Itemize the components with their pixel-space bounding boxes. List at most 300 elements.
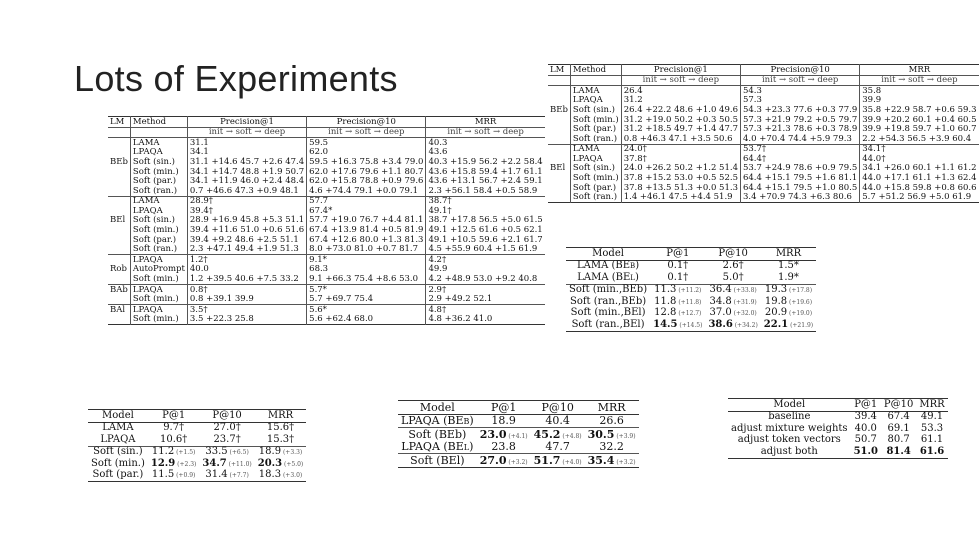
header-3: MRR (919, 398, 945, 410)
p1-delta: (+3.2) (506, 458, 528, 466)
mrr-value: 39.9 +19.8 59.7 +1.0 60.7 (862, 124, 977, 135)
mrr-number: 19.8 (764, 295, 788, 307)
p10-number: 27.0† (213, 422, 241, 434)
method-label: LAMA (130, 138, 187, 148)
mrr-value: 44.0 +17.1 61.1 +1.3 62.4 (862, 173, 977, 184)
p1-value (148, 446, 200, 458)
mrr-delta: (+3.2) (614, 458, 636, 466)
mrr-delta: (+21.9) (788, 321, 814, 329)
header-2: P@10 (718, 247, 748, 259)
p1-number: 39.4 (854, 411, 877, 423)
p10-value: 57.3 +21.9 79.2 +0.5 79.7 (740, 115, 859, 125)
header-blank (130, 127, 187, 138)
p1-value (650, 272, 705, 284)
mrr-delta: (+19.6) (787, 298, 813, 306)
mrr-number: 30.5 (587, 427, 615, 441)
mrr-value (585, 454, 639, 468)
p1-number: 9.7† (163, 422, 185, 434)
p10-value (705, 296, 760, 308)
mrr-value: 43.6 +13.1 56.7 +2.4 59.1 (428, 176, 543, 187)
header-sub: init → soft → deep (740, 75, 859, 86)
table-row (108, 255, 545, 265)
mrr-value: 43.6 +15.8 59.4 +1.7 61.1 (428, 166, 543, 177)
p1-value (650, 319, 705, 331)
header-blank (108, 127, 130, 138)
mrr-value: 34.1 +26.0 60.1 +1.1 61.2 (862, 163, 977, 174)
header-3: MRR (775, 247, 802, 259)
p10-number: 36.4 (709, 284, 732, 296)
mrr-number: 15.3† (266, 433, 295, 445)
p1-number: 51.0 (853, 445, 878, 457)
header-sub: init → soft → deep (621, 75, 740, 86)
p10-value: 64.4† (740, 154, 859, 164)
p1-value: 34.1 +14.7 48.8 +1.9 50.7 (187, 167, 306, 177)
p10-number: 51.7 (533, 453, 561, 467)
mrr-number: 1.5* (778, 260, 799, 272)
method-label: Soft (sin.) (130, 157, 187, 167)
p10-value: 57.7 +19.0 76.7 +4.4 81.1 (307, 216, 426, 226)
header-sub: init → soft → deep (447, 127, 524, 138)
header-2: P@10 (212, 409, 242, 421)
p10-number: 37.0 (709, 307, 732, 319)
p1-value (477, 454, 531, 468)
lm-label (548, 144, 570, 154)
model-label: LAMA (BEl) (577, 271, 639, 283)
p10-delta: (+4.8) (560, 432, 582, 440)
p10-value (881, 446, 916, 458)
p10-delta: (+11.0) (226, 460, 252, 468)
p1-delta: (+14.5) (677, 321, 703, 329)
header-lm: LM (548, 65, 570, 76)
lm-label (548, 96, 570, 106)
p1-value (650, 308, 705, 320)
p1-number: 23.8 (491, 440, 516, 454)
mrr-number: 32.2 (599, 440, 624, 454)
table-row (88, 446, 306, 458)
mrr-value: 4.8 +36.2 41.0 (428, 314, 493, 325)
p1-value: 34.1 (187, 148, 306, 158)
header-0: Model (592, 247, 624, 259)
p10-value (199, 434, 254, 446)
mrr-delta: (+3.0) (281, 472, 303, 480)
p10-value: 54.3 (740, 86, 859, 96)
p1-value: 26.4 +22.2 48.6 +1.0 49.6 (621, 105, 740, 115)
lm-label: Rob (108, 265, 130, 275)
lm-label: BAb (108, 285, 130, 295)
p10-number: 40.4 (545, 414, 570, 428)
mrr-value: 4.5 +55.9 60.4 +1.5 61.9 (428, 244, 538, 255)
lm-label: BEl (548, 164, 570, 174)
model-label: Soft (ran.,BEl) (571, 318, 645, 330)
mrr-number: 19.3 (764, 284, 788, 296)
table-row (108, 157, 545, 167)
model-label: baseline (768, 411, 811, 423)
p10-value: 54.3 +23.3 77.6 +0.3 77.9 (740, 105, 859, 115)
mrr-value: 2.9 +49.2 52.1 (428, 294, 493, 305)
mrr-delta: (+19.0) (787, 310, 813, 318)
p1-value: 34.1 +11.9 46.0 +2.4 48.4 (187, 177, 306, 187)
lm-label (108, 138, 130, 148)
mrr-number: 1.9* (778, 271, 799, 283)
p10-number: 23.7† (213, 433, 241, 445)
p10-value (705, 284, 760, 296)
method-label: Soft (min.) (570, 115, 621, 125)
method-label: LAMA (570, 144, 621, 154)
p10-delta: (+34.2) (732, 321, 758, 329)
p1-delta: (+11.8) (676, 298, 702, 306)
mrr-delta: (+3.9) (614, 432, 636, 440)
mrr-value: 44.0† (862, 153, 886, 164)
table-row (88, 434, 306, 446)
method-label: Soft (min.) (130, 275, 187, 285)
p10-value (705, 272, 760, 284)
p1-number: 11.2 (151, 446, 175, 458)
method-label: Soft (min.) (130, 226, 187, 236)
p1-value: 3.5 +22.3 25.8 (187, 315, 306, 325)
p10-value: 57.7 (307, 196, 426, 206)
header-blank (548, 75, 570, 86)
model-label: LPAQA (BEb) (401, 414, 474, 428)
mrr-value: 49.1 +12.5 61.6 +0.5 62.1 (428, 225, 543, 236)
mrr-value (916, 435, 947, 447)
p1-value: 31.1 +14.6 45.7 +2.6 47.4 (187, 157, 306, 167)
header-sub: init → soft → deep (881, 75, 958, 86)
p1-number: 14.5 (653, 318, 678, 330)
p10-value: 67.4* (307, 206, 426, 216)
mrr-number: 53.3 (920, 422, 944, 434)
p10-value (199, 446, 254, 458)
model-label: adjust token vectors (737, 434, 841, 446)
method-label: LPAQA (130, 255, 187, 265)
table-row (548, 134, 979, 144)
table-row (398, 428, 639, 441)
model-label: adjust both (760, 445, 818, 457)
lm-label (108, 245, 130, 255)
mrr-value: 4.2 +48.9 53.0 +9.2 40.8 (428, 274, 538, 285)
p1-value: 2.3 +47.1 49.4 +1.9 51.3 (187, 245, 306, 255)
p10-value: 3.4 +70.9 74.3 +6.3 80.6 (740, 193, 859, 203)
mrr-value: 40.3 (428, 137, 448, 148)
mrr-value: 39.9 +20.2 60.1 +0.4 60.5 (862, 114, 977, 125)
lm-label (548, 86, 570, 96)
p1-number: 12.9 (150, 457, 176, 469)
table-row (88, 422, 306, 434)
method-label: Soft (ran.) (570, 193, 621, 203)
header-sub: init → soft → deep (307, 127, 426, 138)
p10-value: 5.6* (307, 305, 426, 315)
mrr-value (761, 296, 816, 308)
mrr-value: 40.3 +15.9 56.2 +2.2 58.4 (428, 156, 543, 167)
table-row (108, 275, 545, 285)
p1-value: 0.8† (187, 285, 306, 295)
mrr-value (585, 428, 639, 441)
header-1: P@1 (162, 409, 186, 421)
table-row (566, 272, 816, 284)
p1-value (650, 296, 705, 308)
p1-value (148, 422, 200, 434)
mrr-value (761, 308, 816, 320)
p1-value: 31.2 +18.5 49.7 +1.4 47.7 (621, 125, 740, 135)
p1-number: 0.1† (667, 260, 689, 272)
table-row (728, 423, 948, 435)
mrr-value: 34.1† (862, 144, 886, 155)
model-label: LAMA (BEb) (577, 260, 640, 272)
p10-number: 69.1 (887, 422, 910, 434)
p10-value (199, 422, 254, 434)
p10-value (531, 454, 585, 468)
p1-number: 27.0 (479, 453, 507, 467)
p10-value: 9.1* (307, 255, 426, 265)
header-1: P@1 (666, 247, 690, 259)
mrr-value (255, 470, 307, 482)
mrr-value (255, 422, 307, 434)
header-p1: Precision@1 (187, 117, 306, 128)
method-label: Soft (ran.) (130, 245, 187, 255)
table-row (108, 186, 545, 196)
model-label: Soft (min.) (91, 457, 145, 469)
method-label: Soft (sin.) (130, 216, 187, 226)
mrr-value (916, 446, 947, 458)
mrr-delta: (+3.3) (281, 449, 303, 457)
p10-number: 45.2 (533, 427, 561, 441)
table-row (548, 174, 979, 184)
results-table-ablation (728, 398, 948, 459)
header-blank (570, 75, 621, 86)
p1-value: 1.4 +46.1 47.5 +4.4 51.9 (621, 193, 740, 203)
lm-label (108, 275, 130, 285)
lm-label (548, 115, 570, 125)
table-row (108, 148, 545, 158)
p1-number: 18.9 (491, 414, 516, 428)
mrr-delta: (+5.0) (282, 460, 304, 468)
table-row (398, 414, 639, 428)
method-label: LPAQA (130, 305, 187, 315)
p1-number: 0.1† (667, 271, 689, 283)
mrr-value: 39.9 (862, 95, 882, 106)
mrr-value (761, 284, 816, 296)
p10-value: 59.5 (307, 138, 426, 148)
table-row (398, 441, 639, 454)
p10-delta: (+4.0) (560, 458, 582, 466)
mrr-value: 2.2 +54.3 56.5 +3.9 60.4 (862, 133, 972, 144)
results-table-main (108, 116, 545, 325)
table-row (548, 96, 979, 106)
p1-value: 31.2 (621, 96, 740, 106)
table-row (108, 177, 545, 187)
model-label: LAMA (102, 422, 134, 434)
mrr-value (916, 423, 947, 435)
p10-value: 9.1 +66.3 75.4 +8.6 53.0 (307, 275, 426, 285)
p1-value (650, 284, 705, 296)
p1-value: 24.0 +26.2 50.2 +1.2 51.4 (621, 164, 740, 174)
lm-label (548, 134, 570, 144)
results-table-lpaqa (398, 400, 639, 468)
p10-number: 80.7 (887, 434, 910, 446)
table-row (566, 284, 816, 296)
p1-value (851, 435, 881, 447)
p10-value: 4.0 +70.4 74.4 +5.9 79.3 (740, 134, 859, 144)
p1-value: 31.2 +19.0 50.2 +0.3 50.5 (621, 115, 740, 125)
method-label: Soft (par.) (130, 235, 187, 245)
header-3: MRR (597, 400, 626, 414)
mrr-value: 35.8 +22.9 58.7 +0.6 59.3 (862, 104, 977, 115)
lm-label (548, 183, 570, 193)
header-0: Model (773, 398, 806, 410)
method-label: LAMA (130, 196, 187, 206)
lm-label (108, 177, 130, 187)
mrr-value (761, 319, 816, 331)
model-label: Soft (BEl) (410, 453, 465, 467)
mrr-number: 35.4 (587, 453, 615, 467)
mrr-value (761, 260, 816, 272)
header-method: Method (570, 65, 621, 76)
p1-value: 1.2 +39.5 40.6 +7.5 33.2 (187, 275, 306, 285)
p10-delta: (+33.8) (731, 287, 757, 295)
method-label: Soft (min.) (130, 295, 187, 305)
mrr-value: 43.6 (428, 147, 448, 158)
model-label: adjust mixture weights (731, 422, 848, 434)
p1-value: 28.9† (187, 196, 306, 206)
mrr-number: 49.1 (920, 411, 944, 423)
p1-value: 31.1 (187, 138, 306, 148)
p10-value (705, 319, 760, 331)
lm-label: BAl (108, 305, 130, 315)
header-0: Model (102, 409, 134, 421)
table-row (566, 296, 816, 308)
p10-number: 5.0† (722, 271, 744, 283)
header-0: Model (419, 400, 455, 414)
mrr-value: 49.9 (428, 264, 448, 275)
p10-value (881, 435, 916, 447)
p1-number: 40.0 (854, 422, 877, 434)
mrr-number: 61.6 (919, 445, 945, 457)
mrr-value: 2.9† (428, 284, 447, 295)
model-label: Soft (ran.,BEb) (569, 295, 647, 307)
p10-value: 53.7 +24.9 78.6 +0.9 79.5 (740, 164, 859, 174)
mrr-number: 22.1 (763, 318, 789, 330)
p1-number: 11.8 (654, 295, 677, 307)
p1-delta: (+12.7) (676, 310, 702, 318)
table-row (108, 196, 545, 206)
lm-label (548, 154, 570, 164)
mrr-value: 5.7 +51.2 56.9 +5.0 61.9 (862, 192, 972, 203)
method-label: Soft (par.) (570, 125, 621, 135)
p10-value: 68.3 (307, 265, 426, 275)
p1-value (477, 428, 531, 441)
p1-value (851, 446, 881, 458)
p10-number: 34.8 (709, 295, 732, 307)
table-row (548, 125, 979, 135)
mrr-value (916, 411, 947, 423)
p1-value: 37.8 +15.2 53.0 +0.5 52.5 (621, 174, 740, 184)
p10-value: 64.4 +15.1 79.5 +1.0 80.5 (740, 183, 859, 193)
p1-delta: (+1.5) (174, 449, 196, 457)
p10-number: 81.4 (886, 445, 911, 457)
p1-number: 50.7 (854, 434, 877, 446)
p10-value: 59.5 +16.3 75.8 +3.4 79.0 (307, 157, 426, 167)
mrr-value (255, 458, 307, 470)
p1-value: 37.8 +13.5 51.3 +0.0 51.3 (621, 183, 740, 193)
p10-value (531, 428, 585, 441)
p10-value: 8.0 +73.0 81.0 +0.7 81.7 (307, 245, 426, 255)
header-2: P@10 (541, 400, 574, 414)
table-row (88, 470, 306, 482)
header-sub: init → soft → deep (187, 127, 306, 138)
lm-label: BEl (108, 216, 130, 226)
method-label: LPAQA (130, 206, 187, 216)
mrr-number: 18.3 (258, 469, 282, 481)
table-row (88, 458, 306, 470)
p10-value: 57.3 +21.3 78.6 +0.3 78.9 (740, 125, 859, 135)
p10-value (531, 414, 585, 428)
p1-value: 0.7 +46.6 47.3 +0.9 48.1 (187, 186, 306, 196)
mrr-value: 4.8† (428, 304, 447, 315)
p1-value: 26.4 (621, 86, 740, 96)
p1-number: 11.3 (654, 284, 677, 296)
p10-number: 31.4 (205, 469, 228, 481)
p1-value (851, 411, 881, 423)
p10-number: 33.5 (205, 446, 228, 458)
method-label: LPAQA (570, 154, 621, 164)
mrr-number: 20.3 (257, 457, 283, 469)
mrr-value (585, 414, 639, 428)
model-label: Soft (min.,BEl) (570, 307, 646, 319)
p1-value: 39.4 +9.2 48.6 +2.5 51.1 (187, 235, 306, 245)
lm-label (108, 167, 130, 177)
p1-value: 0.8 +46.3 47.1 +3.5 50.6 (621, 134, 740, 144)
p10-value: 62.0 +17.6 79.6 +1.1 80.7 (307, 167, 426, 177)
lm-label (548, 193, 570, 203)
p1-number: 11.5 (151, 469, 175, 481)
table-row (108, 245, 545, 255)
model-label: LPAQA (BEl) (401, 440, 474, 454)
p10-delta: (+32.0) (731, 310, 757, 318)
slide-title: Lots of Experiments (74, 58, 398, 99)
p1-delta: (+2.3) (175, 460, 197, 468)
method-label: LPAQA (570, 96, 621, 106)
p10-value (531, 441, 585, 454)
p10-value (199, 458, 254, 470)
header-1: P@1 (490, 400, 517, 414)
mrr-value (761, 272, 816, 284)
header-mrr: MRR (474, 116, 497, 127)
p10-value: 62.0 (307, 148, 426, 158)
p10-number: 67.4 (887, 411, 910, 423)
p10-value (881, 411, 916, 423)
mrr-number: 61.1 (920, 434, 944, 446)
mrr-value: 49.1 +10.5 59.6 +2.1 61.7 (428, 234, 543, 245)
p10-number: 34.7 (202, 457, 227, 469)
p10-value: 57.3 (740, 96, 859, 106)
p10-number: 47.7 (545, 440, 570, 454)
lm-label (108, 226, 130, 236)
header-lm: LM (108, 117, 130, 128)
table-row (548, 86, 979, 96)
p1-value: 39.4 +11.6 51.0 +0.6 51.6 (187, 226, 306, 236)
method-label: Soft (min.) (130, 167, 187, 177)
p10-value: 67.4 +13.9 81.4 +0.5 81.9 (307, 226, 426, 236)
table-row (108, 226, 545, 236)
mrr-value: 38.7† (428, 196, 452, 207)
p1-number: 12.8 (654, 307, 677, 319)
p10-delta: (+31.9) (731, 298, 757, 306)
method-label: Soft (ran.) (130, 186, 187, 196)
method-label: LPAQA (130, 285, 187, 295)
method-label: Soft (par.) (130, 177, 187, 187)
mrr-value: 44.0 +15.8 59.8 +0.8 60.6 (862, 182, 977, 193)
p10-value: 62.0 +15.8 78.8 +0.9 79.6 (307, 177, 426, 187)
mrr-value (255, 434, 307, 446)
